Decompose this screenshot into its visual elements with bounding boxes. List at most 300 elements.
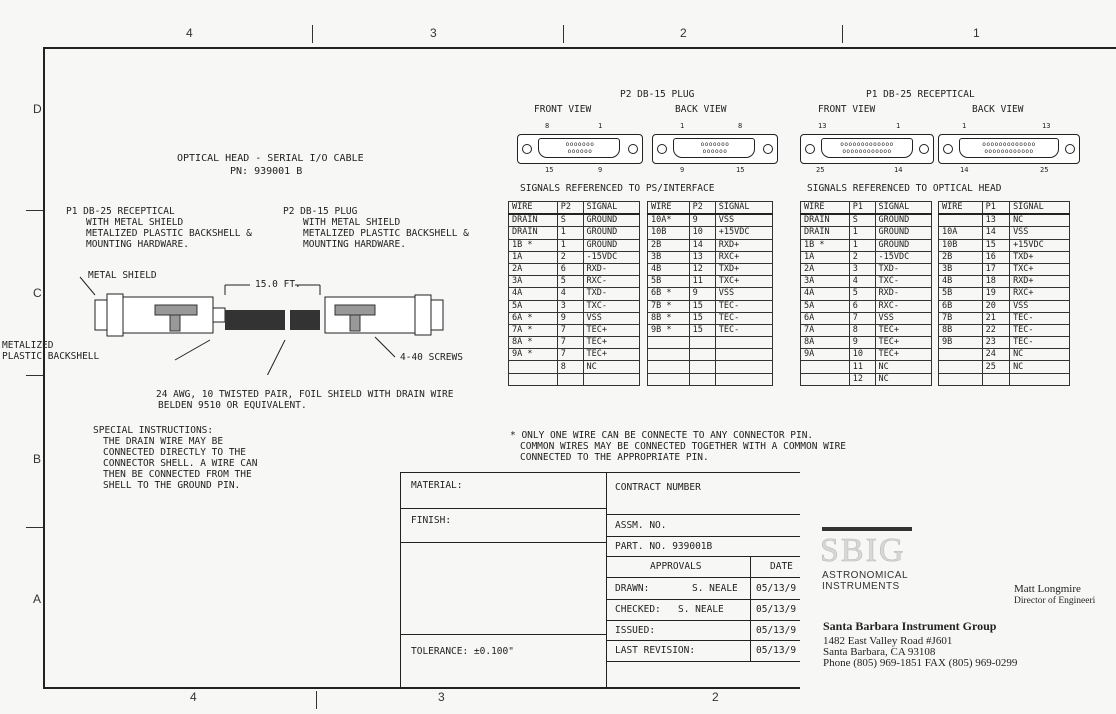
zone-bottom-2: 2 bbox=[712, 690, 719, 704]
table-cell: 14 bbox=[689, 239, 715, 251]
table-cell: 2B bbox=[648, 239, 690, 251]
table-row bbox=[648, 324, 773, 336]
p2-front-connector: ooooooo oooooo bbox=[517, 134, 643, 164]
table-cell: 8B bbox=[939, 324, 983, 336]
table-cell: 3 bbox=[849, 263, 875, 275]
table-cell: 1A bbox=[801, 251, 850, 263]
logo-rule bbox=[822, 527, 912, 531]
table-cell: NC bbox=[875, 373, 931, 385]
p1-back-pin-25: 25 bbox=[1040, 166, 1049, 174]
table-row bbox=[801, 373, 932, 385]
zone-left-C: C bbox=[33, 286, 42, 300]
table-cell: 22 bbox=[982, 324, 1009, 336]
table-cell: RXC+ bbox=[715, 251, 772, 263]
table-row bbox=[648, 373, 773, 385]
p1-back-pin-1: 1 bbox=[962, 122, 967, 130]
table-row bbox=[648, 361, 773, 373]
table-row bbox=[509, 214, 640, 227]
table-cell: 13 bbox=[689, 251, 715, 263]
table-cell: 20 bbox=[982, 300, 1009, 312]
table-cell bbox=[939, 349, 983, 361]
table-cell: 9 bbox=[689, 288, 715, 300]
table-row bbox=[939, 337, 1070, 349]
table-header-cell: SIGNAL bbox=[583, 202, 639, 215]
table-cell: GROUND bbox=[875, 239, 931, 251]
table-cell: 10B bbox=[939, 239, 983, 251]
table-row bbox=[648, 312, 773, 324]
table-cell: +15VDC bbox=[715, 227, 772, 239]
table-cell: TEC+ bbox=[875, 324, 931, 336]
drawn-name: S. NEALE bbox=[692, 583, 738, 594]
table-cell: 8 bbox=[557, 361, 583, 373]
table-cell: VSS bbox=[715, 288, 772, 300]
p1-front-connector: ooooooooooooo oooooooooooo bbox=[800, 134, 934, 164]
table-cell: 10B bbox=[648, 227, 690, 239]
table-cell: 2A bbox=[801, 263, 850, 275]
zone-top-4: 4 bbox=[186, 26, 193, 40]
finish-label: FINISH: bbox=[411, 515, 452, 526]
contact-name: Matt Longmire bbox=[1014, 583, 1081, 595]
table-cell: 5 bbox=[557, 276, 583, 288]
wiring-note: * ONLY ONE WIRE CAN BE CONNECTE TO ANY CONNECTOR PIN. COMMON WIRES MAY BE CONNECTED TOGETHER WITH A COMMON WIRE CONNECTED TO THE APPROPRIATE PIN. bbox=[510, 430, 847, 463]
zone-top-2: 2 bbox=[680, 26, 687, 40]
wire-spec: 24 AWG, 10 TWISTED PAIR, FOIL SHIELD WITH DRAIN WIRE BELDEN 9510 OR EQUIVALENT. bbox=[156, 389, 454, 411]
table-cell: 8 bbox=[849, 324, 875, 336]
table-cell: TEC- bbox=[1010, 337, 1070, 349]
p2-back-pin-15: 15 bbox=[736, 166, 745, 174]
table-cell: +15VDC bbox=[1010, 239, 1070, 251]
date-header: DATE bbox=[770, 561, 793, 572]
table-cell: DRAIN bbox=[509, 214, 558, 227]
table-row bbox=[648, 276, 773, 288]
table-cell: 6A * bbox=[509, 312, 558, 324]
last-revision-label: LAST REVISION: bbox=[615, 645, 696, 656]
approvals-header: APPROVALS bbox=[650, 561, 702, 572]
table-cell bbox=[648, 361, 690, 373]
table-row bbox=[801, 288, 932, 300]
table-cell bbox=[715, 373, 772, 385]
table-cell: 6A bbox=[801, 312, 850, 324]
table-cell: 2B bbox=[939, 251, 983, 263]
table-cell: TXC+ bbox=[1010, 263, 1070, 275]
table-row bbox=[801, 349, 932, 361]
table-cell: 12 bbox=[689, 263, 715, 275]
table-row bbox=[648, 263, 773, 275]
table-row bbox=[648, 288, 773, 300]
p2-front-view-label: FRONT VIEW bbox=[534, 104, 592, 115]
table-cell: TXC- bbox=[875, 276, 931, 288]
table-header-cell: P2 bbox=[689, 202, 715, 215]
table-cell: 15 bbox=[689, 312, 715, 324]
table-row bbox=[801, 263, 932, 275]
p2-back-connector: ooooooo oooooo bbox=[652, 134, 778, 164]
table-row bbox=[801, 361, 932, 373]
cable-length-label: 15.0 FT. bbox=[255, 279, 301, 290]
table-row bbox=[939, 227, 1070, 239]
table-cell: TEC- bbox=[715, 300, 772, 312]
p1-front-view-label: FRONT VIEW bbox=[818, 104, 876, 115]
table-cell: 9 bbox=[557, 312, 583, 324]
table-cell: 7 bbox=[557, 337, 583, 349]
table-cell: 11 bbox=[689, 276, 715, 288]
table-cell: TXC- bbox=[583, 300, 639, 312]
table-cell bbox=[689, 337, 715, 349]
p2-front-pin-8: 8 bbox=[545, 122, 550, 130]
table-cell: VSS bbox=[1010, 300, 1070, 312]
table-cell: VSS bbox=[1010, 227, 1070, 239]
table-cell: TEC+ bbox=[583, 324, 639, 336]
checked-name: S. NEALE bbox=[678, 604, 724, 615]
part-number: PN: 939001 B bbox=[230, 166, 303, 177]
table-cell: 17 bbox=[982, 263, 1009, 275]
table-cell bbox=[939, 361, 983, 373]
table-cell: 6B bbox=[939, 300, 983, 312]
table-cell: TXD+ bbox=[1010, 251, 1070, 263]
table-row bbox=[648, 239, 773, 251]
table-cell: 10A* bbox=[648, 214, 690, 227]
table-cell bbox=[1010, 373, 1070, 385]
p2-wiring-table-right bbox=[647, 201, 773, 386]
p2-front-pin-9: 9 bbox=[598, 166, 603, 174]
table-cell: VSS bbox=[583, 312, 639, 324]
table-row bbox=[939, 214, 1070, 227]
sbig-logo: SBIG bbox=[820, 532, 906, 569]
table-row bbox=[509, 349, 640, 361]
table-cell: VSS bbox=[715, 214, 772, 227]
table-cell: 7B bbox=[939, 312, 983, 324]
table-cell: 4 bbox=[849, 276, 875, 288]
table-cell: 2 bbox=[849, 251, 875, 263]
table-cell: 3B bbox=[939, 263, 983, 275]
table-cell bbox=[557, 373, 583, 385]
table-cell bbox=[939, 214, 983, 227]
table-cell: 5A bbox=[801, 300, 850, 312]
p1-back-connector: ooooooooooooo oooooooooooo bbox=[938, 134, 1080, 164]
table-cell: 10 bbox=[849, 349, 875, 361]
table-cell: 4 bbox=[557, 288, 583, 300]
table-row bbox=[939, 361, 1070, 373]
table-cell: RXD+ bbox=[1010, 276, 1070, 288]
table-cell: GROUND bbox=[875, 227, 931, 239]
table-cell: 23 bbox=[982, 337, 1009, 349]
table-cell: 15 bbox=[982, 239, 1009, 251]
table-cell: 15 bbox=[689, 324, 715, 336]
issued-date: 05/13/9 bbox=[756, 625, 797, 636]
drawn-label: DRAWN: bbox=[615, 583, 650, 594]
table-cell: 3B bbox=[648, 251, 690, 263]
tolerance-label: TOLERANCE: ±0.100" bbox=[411, 646, 514, 657]
table-cell: 11 bbox=[849, 361, 875, 373]
p1-front-pin-1: 1 bbox=[896, 122, 901, 130]
table-cell: DRAIN bbox=[801, 214, 850, 227]
table-row bbox=[939, 239, 1070, 251]
table-cell bbox=[801, 373, 850, 385]
table-row bbox=[509, 324, 640, 336]
material-label: MATERIAL: bbox=[411, 480, 463, 491]
table-row bbox=[939, 300, 1070, 312]
zone-top-3: 3 bbox=[430, 26, 437, 40]
table-cell: 7 bbox=[557, 349, 583, 361]
table-row bbox=[509, 337, 640, 349]
table-header-cell: WIRE bbox=[801, 202, 850, 215]
p1-back-pin-14: 14 bbox=[960, 166, 969, 174]
table-row bbox=[509, 239, 640, 251]
table-cell: 9B * bbox=[648, 324, 690, 336]
table-cell bbox=[648, 349, 690, 361]
table-header-cell: P1 bbox=[982, 202, 1009, 215]
table-cell: TXD- bbox=[583, 288, 639, 300]
table-row bbox=[648, 227, 773, 239]
checked-date: 05/13/9 bbox=[756, 604, 797, 615]
table-row bbox=[801, 337, 932, 349]
table-cell: 18 bbox=[982, 276, 1009, 288]
table-cell: 10A bbox=[939, 227, 983, 239]
table-header-cell: P2 bbox=[557, 202, 583, 215]
p1-wiring-table-right bbox=[938, 201, 1070, 386]
zone-bottom-3: 3 bbox=[438, 690, 445, 704]
table-header-cell: SIGNAL bbox=[875, 202, 931, 215]
table-cell: TEC+ bbox=[583, 349, 639, 361]
table-header-cell: P1 bbox=[849, 202, 875, 215]
table-cell: 5B bbox=[648, 276, 690, 288]
table-cell: TEC- bbox=[715, 324, 772, 336]
table-cell: GROUND bbox=[583, 214, 639, 227]
table-cell bbox=[509, 361, 558, 373]
table-cell: 1A bbox=[509, 251, 558, 263]
table-cell: VSS bbox=[875, 312, 931, 324]
table-cell: TXD+ bbox=[715, 263, 772, 275]
table-cell: 1 bbox=[849, 227, 875, 239]
p1-front-pin-14: 14 bbox=[894, 166, 903, 174]
p2-signal-reference: SIGNALS REFERENCED TO PS/INTERFACE bbox=[520, 183, 715, 194]
table-cell: 3A bbox=[801, 276, 850, 288]
table-row bbox=[939, 324, 1070, 336]
zone-left-B: B bbox=[33, 452, 42, 466]
table-cell: 6 bbox=[849, 300, 875, 312]
table-cell: 4B bbox=[648, 263, 690, 275]
contact-title: Director of Engineeri bbox=[1014, 596, 1096, 606]
table-row bbox=[648, 214, 773, 227]
table-row bbox=[801, 239, 932, 251]
table-cell: DRAIN bbox=[801, 227, 850, 239]
table-row bbox=[939, 373, 1070, 385]
table-cell: 9A * bbox=[509, 349, 558, 361]
p2-back-pin-9: 9 bbox=[680, 166, 685, 174]
last-revision-date: 05/13/9 bbox=[756, 645, 797, 656]
table-cell: 5 bbox=[849, 288, 875, 300]
table-row bbox=[509, 300, 640, 312]
table-row bbox=[939, 276, 1070, 288]
table-cell: TXD- bbox=[875, 263, 931, 275]
table-cell: 9 bbox=[689, 214, 715, 227]
table-cell: RXC- bbox=[875, 300, 931, 312]
table-cell: 6B * bbox=[648, 288, 690, 300]
p2-front-pin-1: 1 bbox=[598, 122, 603, 130]
zone-top-1: 1 bbox=[973, 26, 980, 40]
table-row bbox=[939, 263, 1070, 275]
table-cell: 9A bbox=[801, 349, 850, 361]
table-row bbox=[509, 373, 640, 385]
p2-wiring-table-left bbox=[508, 201, 640, 386]
metal-shield-label: METAL SHIELD bbox=[88, 270, 157, 281]
table-cell: 12 bbox=[849, 373, 875, 385]
p2-description: P2 DB-15 PLUG WITH METAL SHIELD METALIZED PLASTIC BACKSHELL & MOUNTING HARDWARE. bbox=[283, 206, 469, 250]
part-no-label: PART. NO. 939001B bbox=[615, 541, 713, 552]
table-row bbox=[648, 300, 773, 312]
table-cell: -15VDC bbox=[875, 251, 931, 263]
p2-back-pin-1: 1 bbox=[680, 122, 685, 130]
table-cell: 4A bbox=[509, 288, 558, 300]
table-cell: TEC- bbox=[1010, 312, 1070, 324]
table-cell: 16 bbox=[982, 251, 1009, 263]
table-cell bbox=[648, 337, 690, 349]
table-cell: 2A bbox=[509, 263, 558, 275]
table-header-cell: SIGNAL bbox=[715, 202, 772, 215]
table-cell: TXC+ bbox=[715, 276, 772, 288]
table-cell: 1 bbox=[557, 227, 583, 239]
table-cell: GROUND bbox=[583, 239, 639, 251]
table-row bbox=[939, 251, 1070, 263]
table-cell: RXD+ bbox=[715, 239, 772, 251]
table-cell: NC bbox=[1010, 349, 1070, 361]
p2-back-pin-8: 8 bbox=[738, 122, 743, 130]
table-cell: 9B bbox=[939, 337, 983, 349]
table-cell: S bbox=[849, 214, 875, 227]
backshell-label: METALIZED PLASTIC BACKSHELL bbox=[2, 340, 100, 362]
table-cell: 7 bbox=[557, 324, 583, 336]
screws-label: 4-40 SCREWS bbox=[400, 352, 463, 363]
zone-bottom-4: 4 bbox=[190, 690, 197, 704]
special-instructions: SPECIAL INSTRUCTIONS: THE DRAIN WIRE MAY BE CONNECTED DIRECTLY TO THE CONNECTOR SHELL. A WIRE CAN THEN BE CONNECTED FROM THE SHELL TO THE GROUND PIN. bbox=[93, 425, 258, 491]
table-row bbox=[509, 288, 640, 300]
logo-subtitle: ASTRONOMICAL INSTRUMENTS bbox=[822, 570, 909, 592]
table-cell: -15VDC bbox=[583, 251, 639, 263]
table-cell: 7A bbox=[801, 324, 850, 336]
table-row bbox=[801, 276, 932, 288]
table-cell: 9 bbox=[849, 337, 875, 349]
issued-label: ISSUED: bbox=[615, 625, 656, 636]
table-cell: NC bbox=[875, 361, 931, 373]
table-header-cell: WIRE bbox=[509, 202, 558, 215]
table-cell: NC bbox=[583, 361, 639, 373]
zone-left-D: D bbox=[33, 102, 42, 116]
table-cell bbox=[689, 373, 715, 385]
table-cell: 3 bbox=[557, 300, 583, 312]
table-cell: 8B * bbox=[648, 312, 690, 324]
table-row bbox=[509, 263, 640, 275]
table-cell bbox=[801, 361, 850, 373]
zone-left-A: A bbox=[33, 592, 42, 606]
table-cell: 3A bbox=[509, 276, 558, 288]
table-cell bbox=[715, 361, 772, 373]
table-row bbox=[648, 251, 773, 263]
table-row bbox=[648, 349, 773, 361]
table-cell: NC bbox=[1010, 214, 1070, 227]
table-row bbox=[509, 227, 640, 239]
p1-description: P1 DB-25 RECEPTICAL WITH METAL SHIELD METALIZED PLASTIC BACKSHELL & MOUNTING HARDWARE. bbox=[66, 206, 252, 250]
table-cell: 6 bbox=[557, 263, 583, 275]
checked-label: CHECKED: bbox=[615, 604, 661, 615]
p2-back-view-label: BACK VIEW bbox=[675, 104, 727, 115]
table-cell bbox=[509, 373, 558, 385]
table-cell: 4B bbox=[939, 276, 983, 288]
table-cell: RXC- bbox=[583, 276, 639, 288]
table-cell: 1B * bbox=[509, 239, 558, 251]
table-cell: 24 bbox=[982, 349, 1009, 361]
table-cell bbox=[715, 337, 772, 349]
table-cell: 25 bbox=[982, 361, 1009, 373]
table-cell bbox=[715, 349, 772, 361]
table-cell: 2 bbox=[557, 251, 583, 263]
table-row bbox=[509, 251, 640, 263]
table-cell: 14 bbox=[982, 227, 1009, 239]
table-cell: 5B bbox=[939, 288, 983, 300]
table-cell: TEC- bbox=[1010, 324, 1070, 336]
table-cell bbox=[689, 349, 715, 361]
table-cell: S bbox=[557, 214, 583, 227]
company-name: Santa Barbara Instrument Group bbox=[823, 619, 997, 633]
table-row bbox=[801, 324, 932, 336]
assm-no-label: ASSM. NO. bbox=[615, 520, 667, 531]
p1-wiring-table-left bbox=[800, 201, 932, 386]
table-cell: NC bbox=[1010, 361, 1070, 373]
company-address: 1482 East Valley Road #J601 Santa Barbara, CA 93108 Phone (805) 969-1851 FAX (805) 969-0299 bbox=[823, 635, 1018, 669]
table-cell: 1 bbox=[849, 239, 875, 251]
table-cell: RXD- bbox=[875, 288, 931, 300]
p1-signal-reference: SIGNALS REFERENCED TO OPTICAL HEAD bbox=[807, 183, 1002, 194]
p2-header: P2 DB-15 PLUG bbox=[620, 89, 695, 100]
table-cell bbox=[982, 373, 1009, 385]
table-cell: 7A * bbox=[509, 324, 558, 336]
table-cell: 10 bbox=[689, 227, 715, 239]
drawn-date: 05/13/9 bbox=[756, 583, 797, 594]
table-header-cell: WIRE bbox=[939, 202, 983, 215]
table-cell: 1 bbox=[557, 239, 583, 251]
drawing-title: OPTICAL HEAD - SERIAL I/O CABLE bbox=[177, 153, 364, 164]
table-cell: RXC+ bbox=[1010, 288, 1070, 300]
table-cell: 7B * bbox=[648, 300, 690, 312]
table-header-cell: WIRE bbox=[648, 202, 690, 215]
table-row bbox=[801, 312, 932, 324]
table-row bbox=[801, 251, 932, 263]
p1-back-view-label: BACK VIEW bbox=[972, 104, 1024, 115]
table-cell: TEC+ bbox=[875, 349, 931, 361]
table-cell: GROUND bbox=[583, 227, 639, 239]
table-cell: TEC+ bbox=[875, 337, 931, 349]
table-row bbox=[801, 214, 932, 227]
table-header-cell: SIGNAL bbox=[1010, 202, 1070, 215]
table-cell: TEC- bbox=[715, 312, 772, 324]
table-row bbox=[801, 227, 932, 239]
table-cell: 15 bbox=[689, 300, 715, 312]
table-cell: 7 bbox=[849, 312, 875, 324]
table-row bbox=[939, 349, 1070, 361]
p1-front-pin-25: 25 bbox=[816, 166, 825, 174]
table-cell: 4A bbox=[801, 288, 850, 300]
table-cell: TEC+ bbox=[583, 337, 639, 349]
table-cell: 8A * bbox=[509, 337, 558, 349]
table-row bbox=[648, 337, 773, 349]
table-row bbox=[801, 300, 932, 312]
p1-front-pin-13: 13 bbox=[818, 122, 827, 130]
table-cell: 1B * bbox=[801, 239, 850, 251]
table-row bbox=[509, 312, 640, 324]
p1-back-pin-13: 13 bbox=[1042, 122, 1051, 130]
table-row bbox=[509, 361, 640, 373]
table-row bbox=[939, 288, 1070, 300]
p1-header: P1 DB-25 RECEPTICAL bbox=[866, 89, 975, 100]
table-row bbox=[509, 276, 640, 288]
